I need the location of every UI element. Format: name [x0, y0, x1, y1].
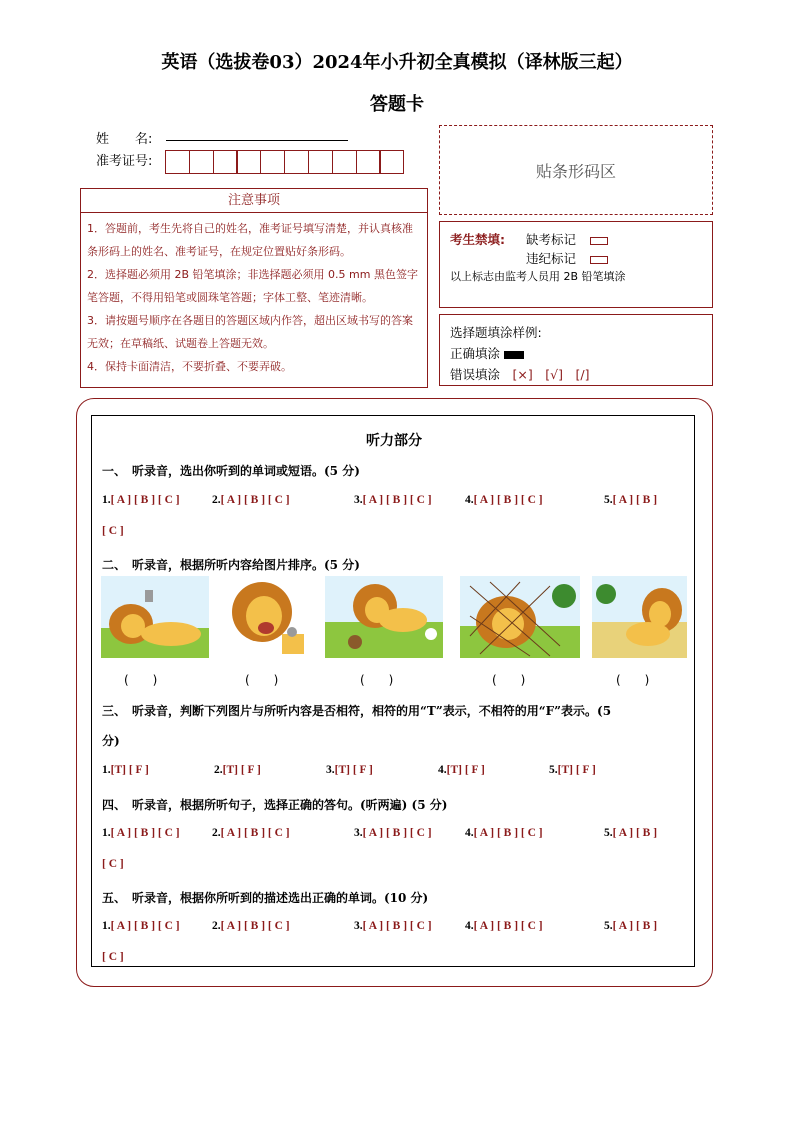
q1-answer-5-c[interactable]: [ C ]: [102, 525, 124, 537]
violation-mark[interactable]: [590, 256, 608, 264]
id-box[interactable]: [284, 150, 309, 174]
q4-answer-5[interactable]: 5.[ A ] [ B ]: [604, 827, 658, 839]
sample-box: [439, 314, 713, 386]
correct-fill-sample: [504, 351, 524, 359]
q3-instruction: 三、 听录音，判断下列图片与所听内容是否相符，相符的用“T”表示，不相符的用“F”表示。(5: [102, 704, 612, 718]
q3-answer-3[interactable]: 3.[T] [ F ]: [326, 764, 373, 776]
q5-instruction: 五、 听录音，根据你所听到的描述选出正确的单词。(10 分): [102, 891, 429, 905]
barcode-area: [439, 125, 713, 215]
q1-answer-1[interactable]: 1.[ A ] [ B ] [ C ]: [102, 494, 180, 506]
name-label: 姓 名:: [96, 132, 153, 147]
q1-answer-4[interactable]: 4.[ A ] [ B ] [ C ]: [465, 494, 543, 506]
id-box[interactable]: [356, 150, 381, 174]
q4-answer-2[interactable]: 2.[ A ] [ B ] [ C ]: [212, 827, 290, 839]
notice-item: 4．保持卡面清洁，不要折叠、不要弄破。: [87, 360, 292, 373]
id-label: 准考证号:: [96, 154, 153, 169]
lion-picture-2: [222, 576, 312, 658]
q5-answer-1[interactable]: 1.[ A ] [ B ] [ C ]: [102, 920, 180, 932]
card-subtitle: 答题卡: [370, 94, 424, 115]
q5-answer-5-c[interactable]: [ C ]: [102, 951, 124, 963]
id-box[interactable]: [189, 150, 214, 174]
q3-answer-5[interactable]: 5.[T] [ F ]: [549, 764, 596, 776]
q3-answer-1[interactable]: 1.[T] [ F ]: [102, 764, 149, 776]
id-box[interactable]: [165, 150, 190, 174]
notice-item: 3．请按题号顺序在各题目的答题区域内作答，超出区域书写的答案无效；在草稿纸、试题卷上答题无效。: [87, 314, 413, 350]
correct-label: 正确填涂: [450, 346, 501, 361]
forbid-box: [439, 221, 713, 308]
order-blank-5[interactable]: ( ): [616, 673, 650, 687]
notice-title: 注意事项: [81, 189, 427, 213]
q1-instruction: 一、 听录音，选出你听到的单词或短语。(5 分): [102, 464, 360, 478]
forbid-note: 以上标志由监考人员用 2B 铅笔填涂: [450, 270, 626, 283]
id-box[interactable]: [260, 150, 285, 174]
lion-picture-5: [592, 576, 687, 658]
q5-answer-4[interactable]: 4.[ A ] [ B ] [ C ]: [465, 920, 543, 932]
notice-item: 1．答题前，考生先将自己的姓名，准考证号填写清楚，并认真核准条形码上的姓名、准考证号，在规定位置贴好条形码。: [87, 222, 413, 258]
q4-answer-4[interactable]: 4.[ A ] [ B ] [ C ]: [465, 827, 543, 839]
notice-item: 2．选择题必须用 2B 铅笔填涂；非选择题必须用 0.5 mm 黑色签字笔答题，不得用铅笔或圆珠笔答题；字体工整、笔迹清晰。: [87, 268, 418, 304]
lion-picture-1: [101, 576, 209, 658]
q3-instruction-cont: 分): [102, 734, 120, 748]
order-blank-3[interactable]: ( ): [360, 673, 394, 687]
violation-label: 违纪标记: [526, 251, 577, 266]
id-box[interactable]: [308, 150, 333, 174]
order-blank-4[interactable]: ( ): [492, 673, 526, 687]
exam-id-boxes[interactable]: [165, 150, 403, 174]
barcode-label: 贴条形码区: [535, 161, 616, 181]
q2-instruction: 二、 听录音，根据所听内容给图片排序。(5 分): [102, 558, 360, 572]
id-box[interactable]: [213, 150, 238, 174]
order-blank-1[interactable]: ( ): [124, 673, 158, 687]
q3-answer-4[interactable]: 4.[T] [ F ]: [438, 764, 485, 776]
q4-answer-1[interactable]: 1.[ A ] [ B ] [ C ]: [102, 827, 180, 839]
notice-box: [80, 188, 428, 388]
name-field[interactable]: [166, 140, 348, 141]
forbid-label: 考生禁填:: [450, 232, 505, 247]
card-title: 英语（选拔卷03）2024年小升初全真模拟（译林版三起）: [161, 52, 633, 73]
q5-answer-2[interactable]: 2.[ A ] [ B ] [ C ]: [212, 920, 290, 932]
q5-answer-5[interactable]: 5.[ A ] [ B ]: [604, 920, 658, 932]
q1-answer-5[interactable]: 5.[ A ] [ B ]: [604, 494, 658, 506]
q4-answer-3[interactable]: 3.[ A ] [ B ] [ C ]: [354, 827, 432, 839]
lion-picture-3: [325, 576, 443, 658]
sample-title: 选择题填涂样例:: [450, 325, 542, 340]
id-box[interactable]: [236, 150, 261, 174]
wrong-marks: [×] [√] [/]: [512, 367, 590, 382]
absent-mark[interactable]: [590, 237, 608, 245]
q5-answer-3[interactable]: 3.[ A ] [ B ] [ C ]: [354, 920, 432, 932]
q3-answer-2[interactable]: 2.[T] [ F ]: [214, 764, 261, 776]
id-box[interactable]: [379, 150, 404, 174]
listening-section: [91, 415, 695, 967]
lion-picture-4: [460, 576, 580, 658]
listening-title: 听力部分: [366, 433, 422, 449]
id-box[interactable]: [332, 150, 357, 174]
order-blank-2[interactable]: ( ): [245, 673, 279, 687]
absent-label: 缺考标记: [526, 232, 577, 247]
q4-answer-5-c[interactable]: [ C ]: [102, 858, 124, 870]
q1-answer-3[interactable]: 3.[ A ] [ B ] [ C ]: [354, 494, 432, 506]
q1-answer-2[interactable]: 2.[ A ] [ B ] [ C ]: [212, 494, 290, 506]
wrong-label: 错误填涂: [450, 367, 501, 382]
q4-instruction: 四、 听录音，根据所听句子，选择正确的答句。(听两遍) (5 分): [102, 798, 448, 812]
